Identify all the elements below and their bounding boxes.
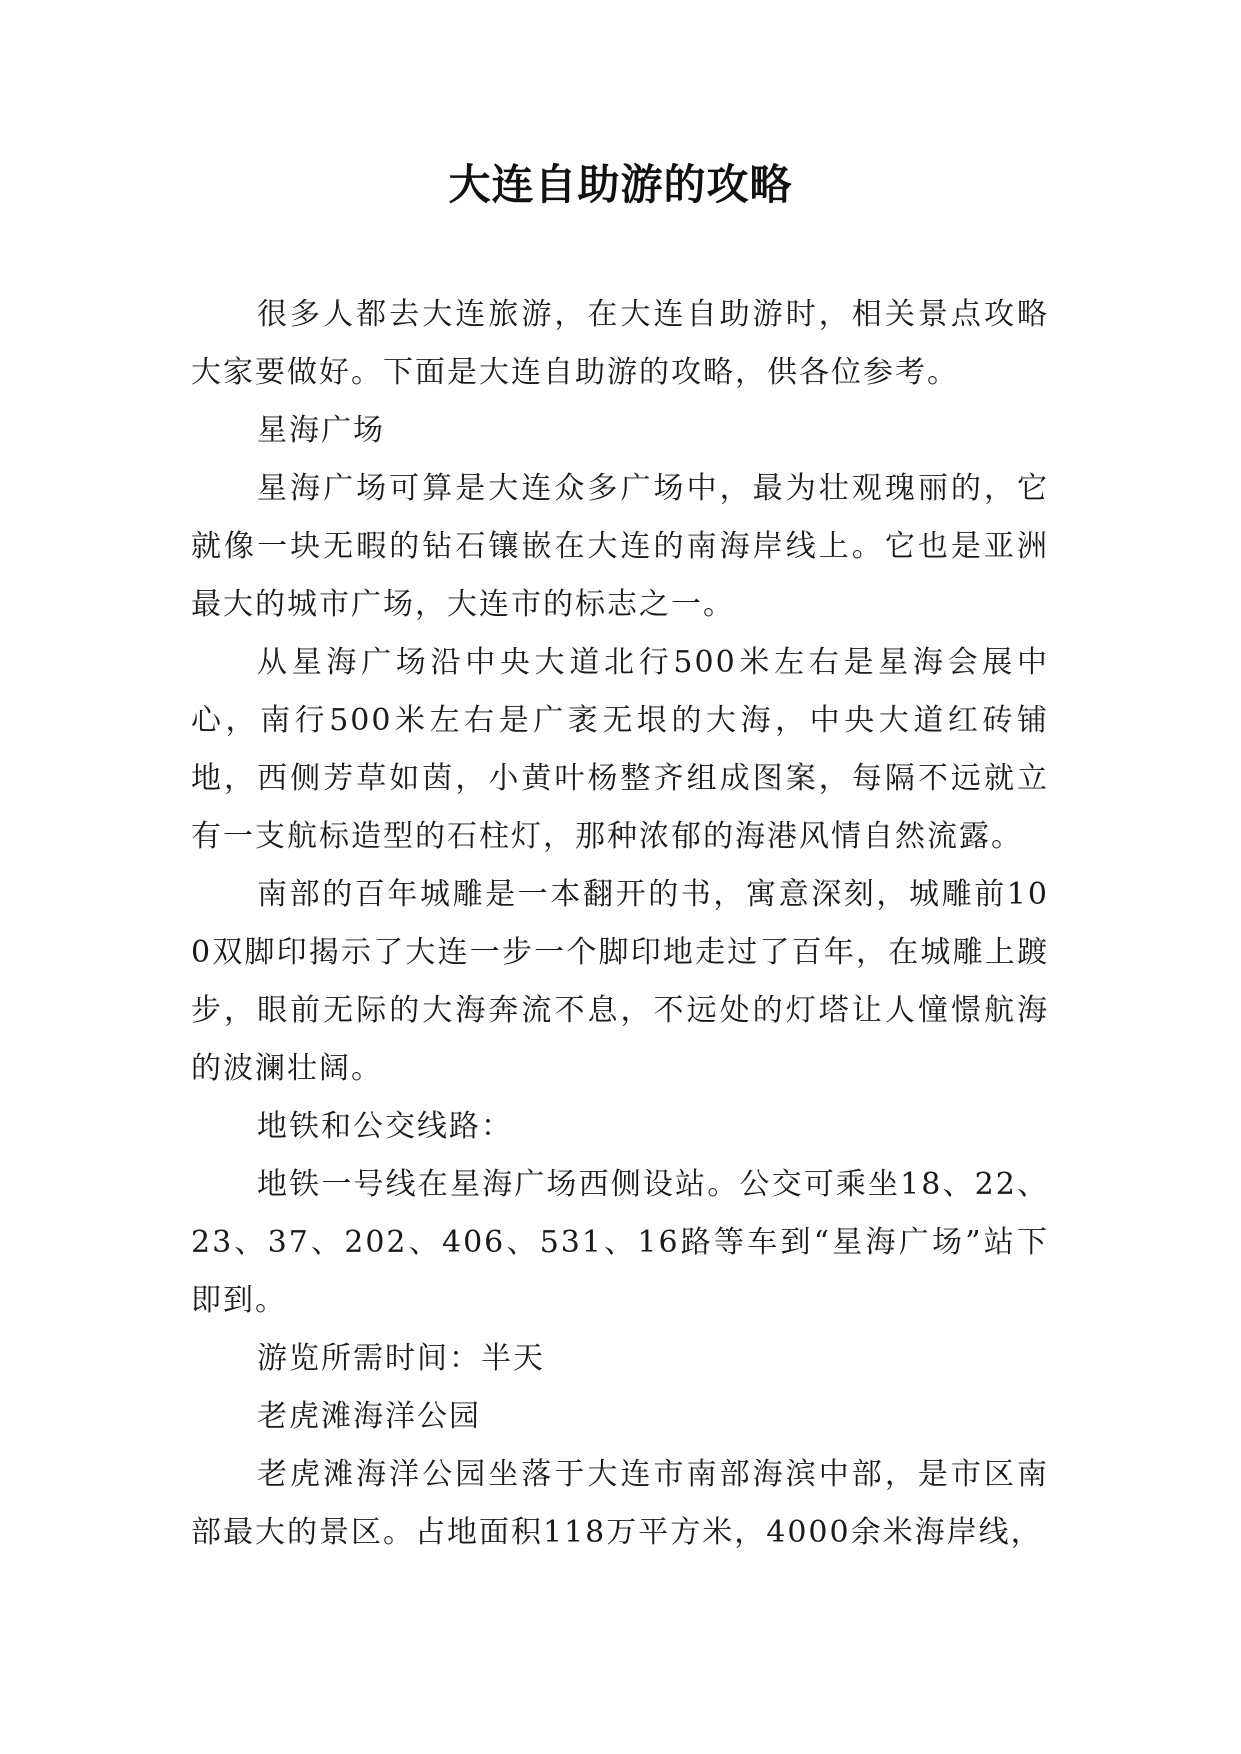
- paragraph-xinghai-overview: 星海广场可算是大连众多广场中，最为壮观瑰丽的，它就像一块无暇的钻石镶嵌在大连的南海岸线上。它也是亚洲最大的城市广场，大连市的标志之一。: [191, 471, 1049, 622]
- section-heading-laohutan: 老虎滩海洋公园: [257, 1399, 481, 1434]
- paragraph-city-sculpture: 南部的百年城雕是一本翻开的书，寓意深刻，城雕前100双脚印揭示了大连一步一个脚印地走过了百年，在城雕上踱步，眼前无际的大海奔流不息，不远处的灯塔让人憧憬航海的波澜壮阔。: [191, 877, 1049, 1086]
- paragraph-transport: 地铁一号线在星海广场西侧设站。公交可乘坐18、22、23、37、202、406、531、16路等车到“星海广场”站下即到。: [191, 1167, 1049, 1318]
- document-body: [191, 286, 1049, 1562]
- paragraph-laohutan: 老虎滩海洋公园坐落于大连市南部海滨中部，是市区南部最大的景区。占地面积118万平方米，4000余米海岸线，: [191, 1457, 1049, 1550]
- document-title: 大连自助游的攻略: [448, 160, 793, 209]
- paragraph-intro: 很多人都去大连旅游，在大连自助游时，相关景点攻略大家要做好。下面是大连自助游的攻略，供各位参考。: [191, 297, 1049, 390]
- subheading-transport: 地铁和公交线路：: [257, 1109, 513, 1144]
- section-heading-xinghai-square: 星海广场: [257, 413, 385, 448]
- paragraph-xinghai-avenue: 从星海广场沿中央大道北行500米左右是星海会展中心，南行500米左右是广袤无垠的大海，中央大道红砖铺地，西侧芳草如茵，小黄叶杨整齐组成图案，每隔不远就立有一支航标造型的石柱灯，那种浓郁的海港风情自然流露。: [191, 645, 1049, 854]
- paragraph-visit-time: 游览所需时间：半天: [257, 1341, 545, 1376]
